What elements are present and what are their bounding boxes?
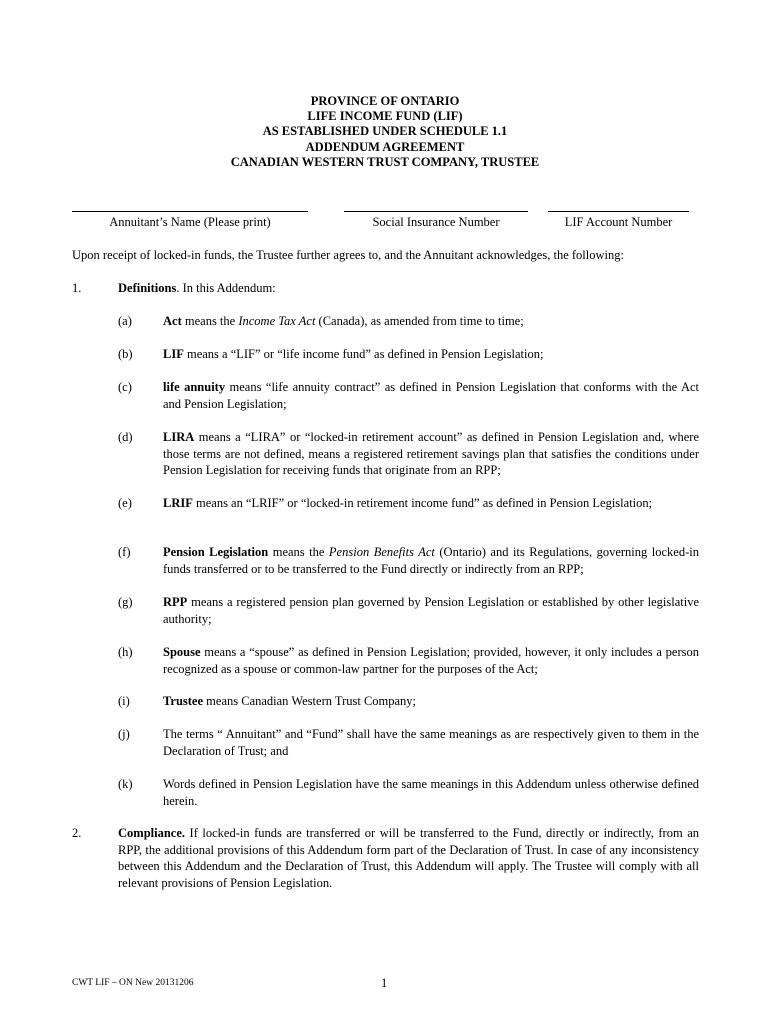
signature-line [72,199,308,212]
item-label: (k) [118,777,133,791]
defined-term: Trustee [163,694,204,708]
definition-text: (Ontario) and its Regulations, governing locked-in funds transferred or to be transferred to the Fund directly or indirectly from an RPP; [163,545,699,576]
item-label: (f) [118,545,131,559]
item-label: (c) [118,380,132,394]
compliance-paragraph [118,825,699,891]
definition-text: means Canadian Western Trust Company; [203,694,417,708]
definition-text: means a registered pension plan governed by Pension Legislation or established by other legislative authority; [163,595,699,626]
definition-text: means the [181,314,239,328]
section-number: 2. [72,826,82,840]
item-label: (b) [118,347,133,361]
definition-words: Words defined in Pension Legislation have the same meanings in this Addendum unless otherwise defined herein. [163,777,699,808]
intro-paragraph: Upon receipt of locked-in funds, the Trustee further agrees to, and the Annuitant acknowledges, the following: [72,248,624,262]
signature-line [344,199,528,212]
defined-term: Act [163,314,182,328]
definition-spouse [163,644,699,677]
section-heading [118,280,699,297]
item-label: (d) [118,430,133,444]
defined-term: Pension Legislation [163,545,269,559]
item-label: (h) [118,645,133,659]
page-number: 1 [381,976,388,990]
section-heading-bold: Definitions [118,281,177,295]
field-caption: LIF Account Number [564,215,673,229]
defined-term: Spouse [163,645,201,659]
definition-text: means the [268,545,329,559]
title-line: AS ESTABLISHED UNDER SCHEDULE 1.1 [262,124,508,139]
defined-term: RPP [163,595,188,609]
section-heading-bold: Compliance. [118,826,186,840]
italic-title: Income Tax Act [238,314,316,328]
definition-text: (Canada), as amended from time to time; [315,314,524,328]
definition-text: means a “LIF” or “life income fund” as defined in Pension Legislation; [183,347,544,361]
section-number: 1. [72,281,82,295]
title-line: ADDENDUM AGREEMENT [305,139,465,154]
definition-text: means a “spouse” as defined in Pension Legislation; provided, however, it only includes a person recognized as a spouse or common-law partner for the purposes of the Act; [163,645,699,676]
definition-lira [163,429,699,479]
signature-line [548,199,689,212]
item-label: (j) [118,727,130,741]
definition-text: means a “LIRA” or “locked-in retirement account” as defined in Pension Legislation and, where those terms are not defined, means a registered retirement savings plan that satisfies the conditions under Pension Legislation for receiving funds that originate from an RPP; [163,430,699,477]
compliance-text: If locked-in funds are transferred or will be transferred to the Fund, directly or indirectly, from an RPP, the additional provisions of this Addendum form part of the Declaration of Trust. In case of any inconsistency between this Addendum and the Declaration of Trust, this Addendum will apply. The Trustee will comply with all relevant provisions of Pension Legislation. [118,826,699,890]
defined-term: life annuity [163,380,226,394]
defined-term: LIF [163,347,184,361]
document-title [0,94,770,170]
social-insurance-number-field[interactable] [344,199,528,230]
definition-text: means “life annuity contract” as defined in Pension Legislation that conforms with the Act and Pension Legislation; [163,380,699,411]
definition-rpp [163,594,699,627]
definition-text: means an “LRIF” or “locked-in retirement income fund” as defined in Pension Legislation; [192,496,653,510]
title-line: LIFE INCOME FUND (LIF) [307,109,463,124]
item-label: (g) [118,595,133,609]
definition-life-annuity [163,379,699,412]
defined-term: LIRA [163,430,195,444]
field-caption: Social Insurance Number [372,215,500,229]
item-label: (a) [118,314,132,328]
definition-lif [163,346,699,363]
footer-form-code: CWT LIF – ON New 20131206 [72,978,194,988]
item-label: (e) [118,496,132,510]
title-line: CANADIAN WESTERN TRUST COMPANY, TRUSTEE [230,154,540,169]
title-line: PROVINCE OF ONTARIO [310,94,460,108]
definition-act [163,313,699,330]
definition-terms: The terms “ Annuitant” and “Fund” shall have the same meanings as are respectively given to them in the Declaration of Trust; and [163,727,699,758]
definition-trustee [163,693,699,710]
defined-term: LRIF [163,496,193,510]
annuitant-name-field[interactable] [72,199,308,230]
item-label: (i) [118,694,130,708]
definition-pension-legislation [163,544,699,577]
italic-title: Pension Benefits Act [328,545,435,559]
section-heading-rest: . In this Addendum: [176,281,276,295]
field-caption: Annuitant’s Name (Please print) [109,215,271,229]
lif-account-number-field[interactable] [548,199,689,230]
definition-lrif [163,495,699,512]
